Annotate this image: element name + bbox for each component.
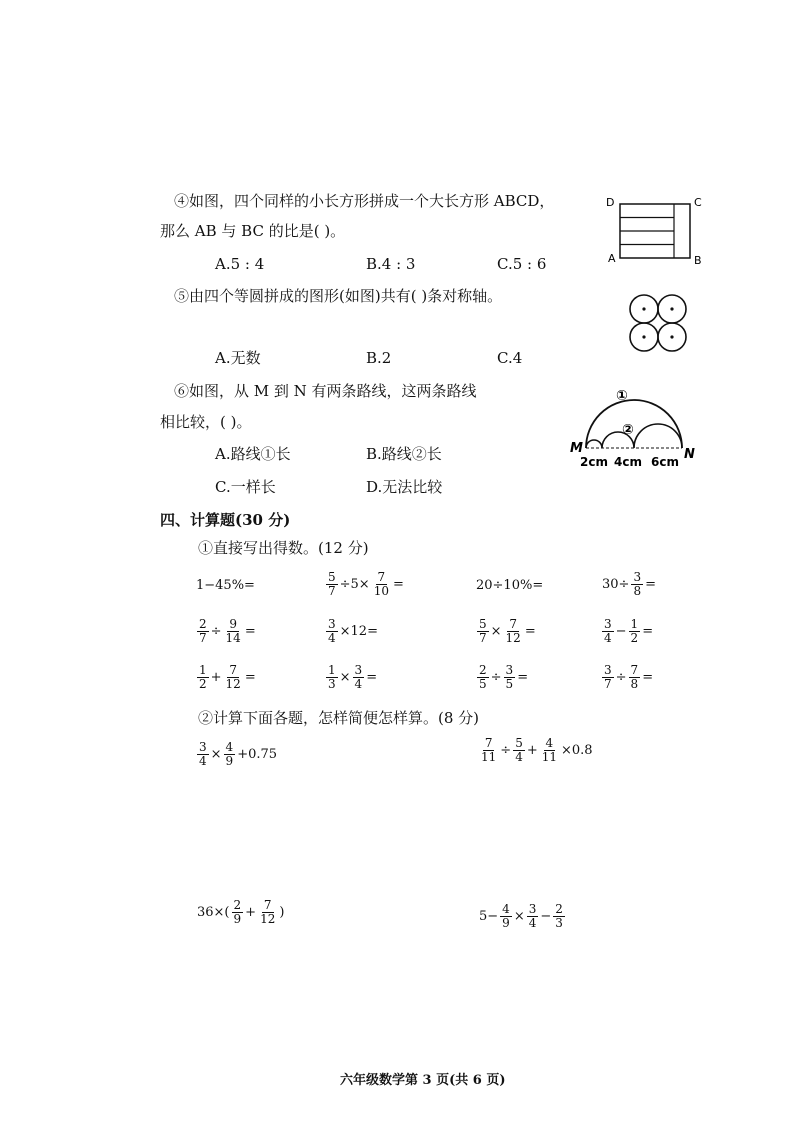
calc-r3-d: $\frac{3}{7}$ ÷ $\frac{7}{8}$ = (604, 663, 654, 691)
calc-r1-c: 20÷10%= (476, 578, 544, 593)
calc-r3-a: $\frac{1}{2}$ + $\frac{7}{12}$ = (199, 663, 256, 691)
calc-e3: 36×( $\frac{2}{9}$ + $\frac{7}{12}$ ) (197, 898, 285, 926)
part1-title: ①直接写出得数。(12 分) (198, 539, 369, 557)
q6-option-c: C.一样长 (215, 478, 276, 496)
q6-label-route1: ① (616, 388, 628, 404)
q6-option-d: D.无法比较 (366, 478, 443, 496)
q6-label-m: M (570, 441, 583, 456)
q4-label-d: D (606, 196, 615, 209)
q6-routes-figure (566, 378, 698, 474)
q6-option-b: B.路线②长 (366, 445, 442, 463)
q6-line2: 相比较，( )。 (160, 413, 252, 431)
calc-r3-b: $\frac{1}{3}$ × $\frac{3}{4}$ = (328, 663, 378, 691)
q4-option-c: C.5 : 6 (497, 255, 547, 273)
q4-option-b: B.4 : 3 (366, 255, 416, 273)
q5-line1: ⑤由四个等圆拼成的图形(如图)共有( )条对称轴。 (174, 287, 503, 305)
q6-option-a: A.路线①长 (215, 445, 291, 463)
q5-option-c: C.4 (497, 349, 523, 367)
q4-option-a: A.5 : 4 (215, 255, 265, 273)
q6-label-2cm: 2cm (580, 455, 608, 469)
calc-r2-d: $\frac{3}{4}$ − $\frac{1}{2}$ = (604, 617, 654, 645)
calc-r1-d: 30÷ $\frac{3}{8}$ = (602, 570, 656, 598)
calc-r1-a: 1−45%= (196, 578, 255, 593)
calc-r1-b: $\frac{5}{7}$ ÷5× $\frac{7}{10}$ = (328, 570, 404, 598)
q6-label-n: N (684, 447, 695, 462)
calc-e1: $\frac{3}{4}$ × $\frac{4}{9}$ +0.75 (199, 740, 278, 768)
q5-four-circles-figure (626, 291, 692, 357)
q6-line1: ⑥如图，从 M 到 N 有两条路线，这两条路线 (174, 382, 477, 400)
part2-title: ②计算下面各题，怎样简便怎样算。(8 分) (198, 709, 480, 727)
section4-title: 四、计算题(30 分) (160, 511, 291, 529)
q4-line1: ④如图，四个同样的小长方形拼成一个大长方形 ABCD， (174, 192, 555, 210)
q4-label-b: B (694, 254, 702, 267)
q6-label-4cm: 4cm (614, 455, 642, 469)
q5-option-b: B.2 (366, 349, 392, 367)
q4-rectangle-figure (600, 190, 715, 270)
calc-e4: 5− $\frac{4}{9}$ × $\frac{3}{4}$ − $\frac{2}{3}$ (479, 902, 563, 930)
q6-label-6cm: 6cm (651, 455, 679, 469)
calc-r2-c: $\frac{5}{7}$ × $\frac{7}{12}$ = (479, 617, 536, 645)
calc-r2-a: $\frac{2}{7}$ ÷ $\frac{9}{14}$ = (199, 617, 256, 645)
q4-line2: 那么 AB 与 BC 的比是( )。 (160, 222, 346, 240)
q6-label-route2: ② (622, 422, 634, 438)
q4-label-a: A (608, 252, 616, 265)
calc-r3-c: $\frac{2}{5}$ ÷ $\frac{3}{5}$ = (479, 663, 529, 691)
q5-option-a: A.无数 (215, 349, 261, 367)
page-footer: 六年级数学第 3 页(共 6 页) (340, 1073, 506, 1088)
calc-e2: $\frac{7}{11}$ ÷ $\frac{5}{4}$ + $\frac{4}{11}$ ×0.8 (481, 736, 593, 764)
calc-r2-b: $\frac{3}{4}$ ×12= (328, 617, 378, 645)
q4-label-c: C (694, 196, 702, 209)
